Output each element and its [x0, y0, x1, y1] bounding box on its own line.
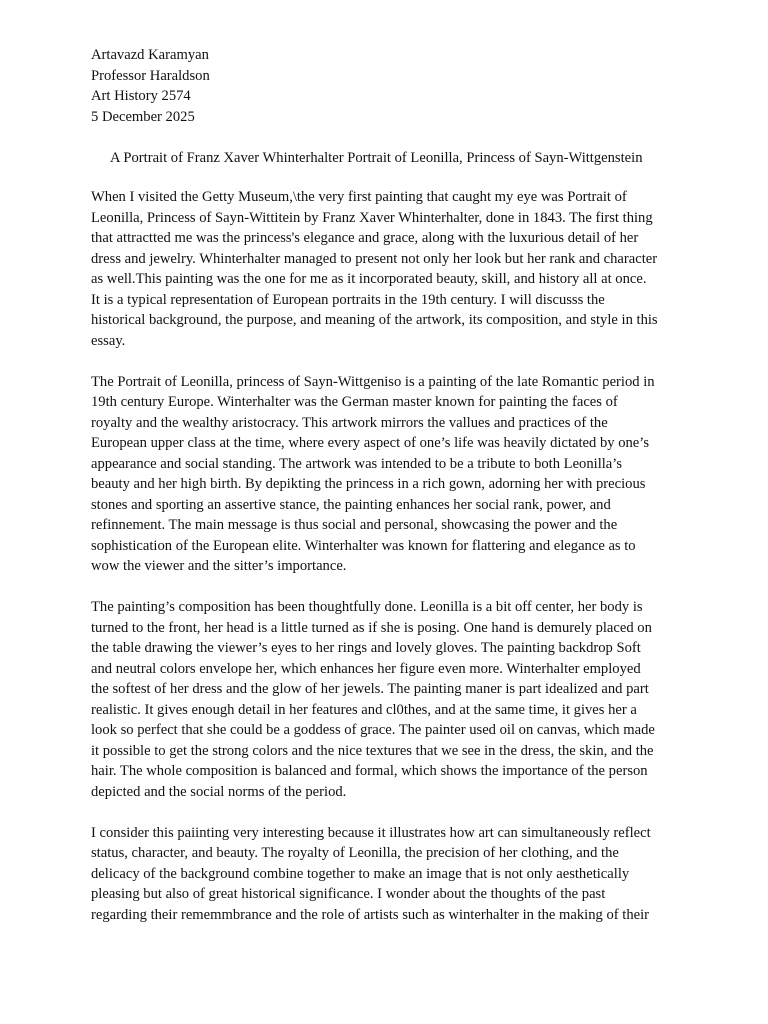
essay-title: A Portrait of Franz Xaver Whinterhalter Portrait of Leonilla, Princess of Sayn-Wittgenstein: [110, 150, 643, 166]
paragraph-line: realistic. It gives enough detail in her features and cl0thes, and at the same time, it gives her a: [91, 701, 637, 718]
paragraph-line: The painting’s composition has been thoughtfully done. Leonilla is a bit off center, her body is: [91, 599, 643, 615]
paragraph-line: dress and jewelry. Whinterhalter managed to present not only her look but her rank and character: [91, 250, 658, 267]
paragraph-line: look so perfect that she could be a goddess of grace. The painter used oil on canvas, which made: [91, 722, 655, 738]
paragraph-line: depicted and the social norms of the period.: [91, 783, 347, 800]
paragraph-line: and neutral colors envelope her, which enhances her figure even more. Winterhalter employed: [91, 660, 641, 677]
paragraph-line: When I visited the Getty Museum,\the very first painting that caught my eye was Portrait of: [91, 189, 627, 205]
essay-paragraph: [91, 597, 677, 802]
paragraph-line: I consider this paiinting very interesting because it illustrates how art can simultaneously reflect: [91, 824, 651, 841]
paragraph-line: historical background, the purpose, and meaning of the artwork, its composition, and style in this: [91, 312, 658, 328]
essay-paragraph: [91, 372, 677, 577]
paragraph-line: 19th century Europe. Winterhalter was the German master known for painting the faces of: [91, 394, 618, 410]
paragraph-line: refinnement. The main message is thus social and personal, showcasing the power and the: [91, 517, 618, 533]
paragraph-line: sophistication of the European elite. Winterhalter was known for flattering and elegance as to: [91, 537, 636, 554]
paragraph-line: hair. The whole composition is balanced and formal, which shows the importance of the person: [91, 763, 648, 779]
paragraph-line: Leonilla, Princess of Sayn-Wittitein by Franz Xaver Whinterhalter, done in 1843. The first thing: [91, 209, 653, 226]
paragraph-line: pleasing but also of great historical significance. I wonder about the thoughts of the past: [91, 886, 606, 902]
paragraph-line: status, character, and beauty. The royalty of Leonilla, the precision of her clothing, and the: [91, 845, 619, 861]
paragraph-line: regarding their rememmbrance and the role of artists such as winterhalter in the making of their: [91, 906, 650, 923]
paragraph-line: beauty and her high birth. By depikting the princess in a rich gown, adorning her with precious: [91, 476, 646, 492]
heading-block: [91, 45, 691, 127]
paragraph-line: European upper class at the time, where every aspect of one’s life was heavily dictated by one’s: [91, 435, 650, 451]
paragraph-line: delicacy of the background combine together to make an image that is not only aesthetically: [91, 865, 630, 882]
paragraph-line: that attractted me was the princess's elegance and grace, along with the luxurious detail of her: [91, 230, 639, 246]
professor-name: Professor Haraldson: [91, 67, 210, 84]
paragraph-line: it possible to get the strong colors and the nice textures that we see in the dress, the skin, and the: [91, 742, 654, 759]
essay-body: [91, 187, 677, 946]
paragraph-line: the table drawing the viewer’s eyes to her rings and lovely gloves. The painting backdrop Soft: [91, 640, 641, 656]
essay-paragraph: [91, 187, 677, 351]
paragraph-line: It is a typical representation of European portraits in the 19th century. I will discusss the: [91, 291, 605, 308]
paragraph-line: as well.This painting was the one for me as it incorporated beauty, skill, and history all at once.: [91, 271, 647, 287]
paragraph-line: The Portrait of Leonilla, princess of Sayn-Wittgeniso is a painting of the late Romantic period in: [91, 373, 655, 390]
document-date: 5 December 2025: [91, 108, 195, 125]
paragraph-line: royalty and the wealthy aristocracy. This artwork mirrors the vallues and practices of the: [91, 414, 608, 431]
paragraph-line: turned to the front, her head is a little turned as if she is posing. One hand is demurely placed on: [91, 619, 652, 636]
paragraph-line: the softest of her dress and the glow of her jewels. The painting maner is part idealized and part: [91, 681, 649, 697]
paragraph-line: appearance and social standing. The artwork was intended to be a tribute to both Leonilla’s: [91, 455, 623, 472]
author-name: Artavazd Karamyan: [91, 47, 209, 63]
course-name: Art History 2574: [91, 88, 191, 104]
paragraph-line: wow the viewer and the sitter’s importance.: [91, 558, 347, 574]
paragraph-line: stones and sporting an assertive stance, the painting enhances her social rank, power, and: [91, 496, 611, 513]
paragraph-line: essay.: [91, 332, 126, 349]
essay-paragraph: [91, 823, 677, 926]
